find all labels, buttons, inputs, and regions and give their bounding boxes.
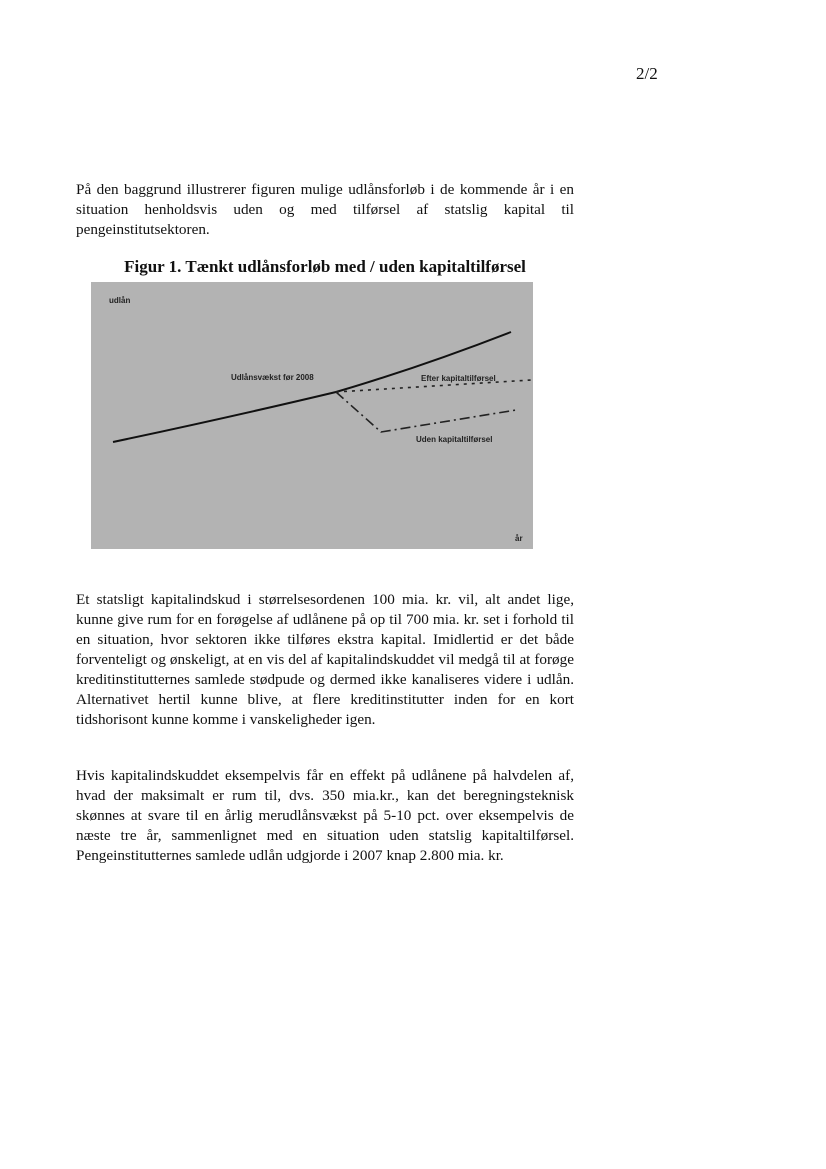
figure-title: Figur 1. Tænkt udlånsforløb med / uden kapitaltilførsel — [124, 257, 526, 276]
page-number: 2/2 — [636, 64, 658, 83]
y-axis-label: udlån — [109, 296, 131, 305]
chart-background — [91, 282, 533, 549]
trend-annotation: Udlånsvækst før 2008 — [231, 373, 314, 382]
x-axis-label: år — [515, 534, 523, 543]
intro-paragraph: På den baggrund illustrerer figuren mulige udlånsforløb i de kommende år i en situation henholdsvis uden og med tilførsel af statslig kapital til pengeinstitutsektoren. — [76, 181, 574, 238]
capital-injection-paragraph: Et statsligt kapitalindskud i størrelsesordenen 100 mia. kr. vil, alt andet lige, kunne give rum for en forøgelse af udlånene på op til 700 mia. kr. set i forhold til en situation, hvor sektoren ikke tilføres ekstra kapital. Imidlertid er det både forventeligt og ønskeligt, at en vis del af kapitalindskuddet vil medgå til at forøge kreditinstitutternes samlede stødpude og dermed ikke kanaliseres videre i udlån. Alternativet hertil kunne blive, at flere kreditinstitutter inden for en kort tidshorisont kunne komme i vanskeligheder igen. — [76, 591, 574, 728]
with-capital-annotation: Efter kapitaltilførsel — [421, 374, 496, 383]
lending-chart — [91, 282, 533, 549]
effect-paragraph: Hvis kapitalindskuddet eksempelvis får en effekt på udlånene på halvdelen af, hvad der maksimalt er rum til, dvs. 350 mia.kr., kan det beregningsteknisk skønnes at svare til en årlig merudlånsvækst på 5-10 pct. over eksempelvis de næste tre år, sammenlignet med en situation uden statslig kapitaltilførsel. Pengeinstitutternes samlede udlån udgjorde i 2007 knap 2.800 mia. kr. — [76, 767, 574, 864]
without-capital-annotation: Uden kapitaltilførsel — [416, 435, 493, 444]
